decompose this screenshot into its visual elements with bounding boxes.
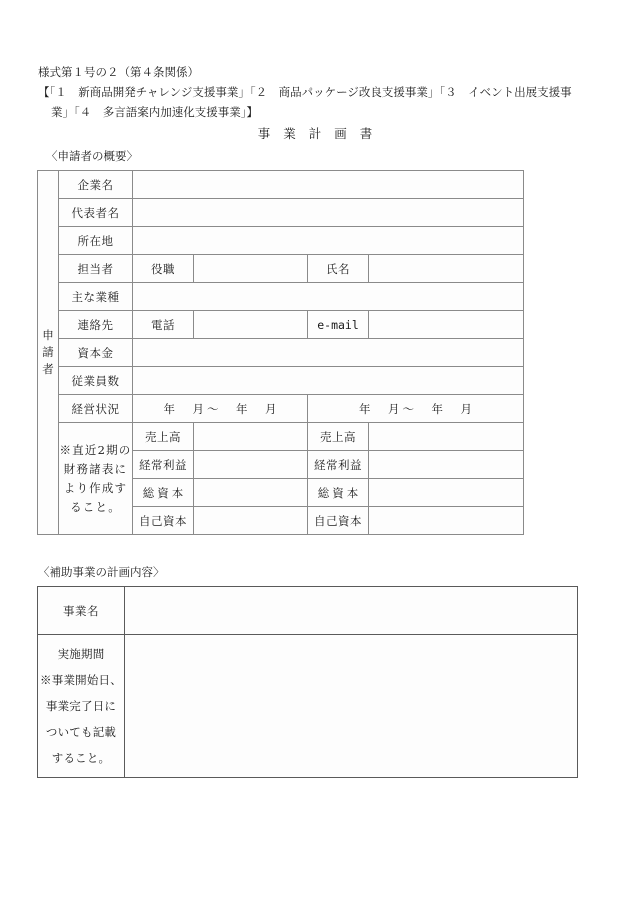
label-contact-person: 担当者 — [59, 255, 133, 283]
field-employees[interactable] — [133, 367, 524, 395]
label-financial-note: ※直近2期の財務諸表により作成すること。 — [59, 423, 133, 535]
field-implementation-period[interactable] — [125, 635, 578, 778]
field-own-capital-left[interactable] — [194, 507, 308, 535]
label-company-name: 企業名 — [59, 171, 133, 199]
label-sales-left: 売上高 — [133, 423, 194, 451]
spine-char-2: 請 — [42, 345, 54, 359]
field-ordinary-profit-left[interactable] — [194, 451, 308, 479]
period-label-line-1: 実施期間 — [57, 647, 105, 661]
field-contact-name[interactable] — [369, 255, 524, 283]
label-ordinary-profit-left: 経常利益 — [133, 451, 194, 479]
label-capital: 資本金 — [59, 339, 133, 367]
spine-char-3: 者 — [42, 362, 54, 376]
label-total-capital-right: 総資本 — [308, 479, 369, 507]
field-contact-position[interactable] — [194, 255, 308, 283]
project-plan-table — [37, 586, 578, 778]
period-label-line-5: すること。 — [51, 751, 111, 765]
field-ordinary-profit-right[interactable] — [369, 451, 524, 479]
table-row — [38, 171, 524, 199]
label-employees: 従業員数 — [59, 367, 133, 395]
program-list-line-2: 業」「４ 多言語案内加速化支援事業」】 — [51, 105, 258, 119]
table-row — [38, 587, 578, 635]
label-own-capital-left: 自己資本 — [133, 507, 194, 535]
project-section-caption: 〈補助事業の計画内容〉 — [38, 565, 165, 579]
label-project-name: 事業名 — [38, 587, 125, 635]
label-implementation-period — [38, 635, 125, 778]
document-title: 事業計画書 — [257, 126, 386, 141]
field-main-industry[interactable] — [133, 283, 524, 311]
field-sales-left[interactable] — [194, 423, 308, 451]
label-representative-name: 代表者名 — [59, 199, 133, 227]
label-contact-position: 役職 — [133, 255, 194, 283]
spine-char-1: 申 — [42, 328, 54, 342]
label-contact-name: 氏名 — [308, 255, 369, 283]
label-phone: 電話 — [133, 311, 194, 339]
label-contact-info: 連絡先 — [59, 311, 133, 339]
table-row — [38, 311, 524, 339]
form-number: 様式第１号の２（第４条関係） — [38, 65, 199, 79]
applicant-overview-table — [37, 170, 524, 535]
program-list-line-1: 【「１ 新商品開発チャレンジ支援事業」「２ 商品パッケージ改良支援事業」「３ イベント出展支援事 — [38, 85, 572, 99]
field-phone[interactable] — [194, 311, 308, 339]
label-own-capital-right: 自己資本 — [308, 507, 369, 535]
table-row — [38, 635, 578, 778]
table-row — [38, 199, 524, 227]
applicant-spine-label — [38, 171, 59, 535]
field-address[interactable] — [133, 227, 524, 255]
field-company-name[interactable] — [133, 171, 524, 199]
field-sales-right[interactable] — [369, 423, 524, 451]
period-label-line-4: ついても記載 — [45, 725, 117, 739]
field-project-name[interactable] — [125, 587, 578, 635]
label-total-capital-left: 総資本 — [133, 479, 194, 507]
document-header — [38, 62, 598, 122]
label-main-industry: 主な業種 — [59, 283, 133, 311]
field-own-capital-right[interactable] — [369, 507, 524, 535]
field-period-left[interactable]: 年 月〜 年 月 — [133, 395, 308, 423]
label-ordinary-profit-right: 経常利益 — [308, 451, 369, 479]
table-row — [38, 227, 524, 255]
field-period-right[interactable]: 年 月〜 年 月 — [308, 395, 524, 423]
period-label-line-2: ※事業開始日、 — [40, 673, 122, 687]
table-row — [38, 367, 524, 395]
table-row — [38, 255, 524, 283]
table-row — [38, 395, 524, 423]
table-row — [38, 283, 524, 311]
field-total-capital-right[interactable] — [369, 479, 524, 507]
label-address: 所在地 — [59, 227, 133, 255]
field-email[interactable] — [369, 311, 524, 339]
field-total-capital-left[interactable] — [194, 479, 308, 507]
label-email: e-mail — [308, 311, 369, 339]
program-list — [38, 82, 598, 122]
label-business-status: 経営状況 — [59, 395, 133, 423]
field-capital[interactable] — [133, 339, 524, 367]
field-representative-name[interactable] — [133, 199, 524, 227]
label-sales-right: 売上高 — [308, 423, 369, 451]
period-label-line-3: 事業完了日に — [45, 699, 117, 713]
table-row — [38, 423, 524, 451]
table-row — [38, 339, 524, 367]
applicant-section-caption: 〈申請者の概要〉 — [46, 149, 138, 163]
